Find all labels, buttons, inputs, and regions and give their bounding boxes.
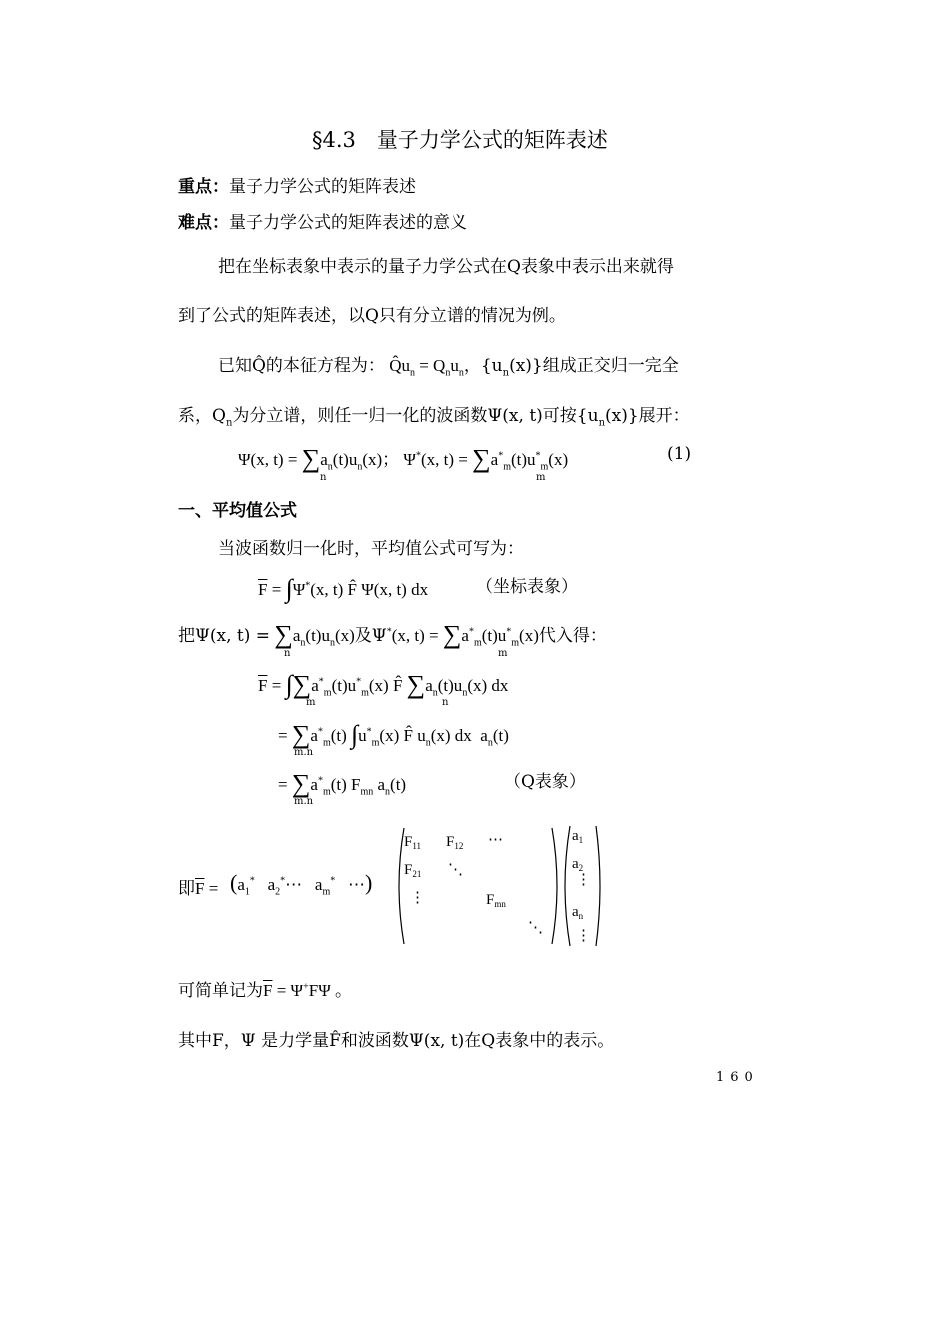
section-lead: 当波函数归一化时，平均值公式可写为： bbox=[218, 539, 524, 559]
sum-index-n-3: n bbox=[442, 697, 449, 708]
derivation-step-2: = $\sum a^*_m(t)$ $\int u^*_m(x)$ F̂ $u_n(x)$ dx $a_n(t)$ bbox=[278, 720, 509, 749]
matrix-line bbox=[178, 874, 218, 899]
short-notation bbox=[178, 976, 352, 1001]
where-line: 其中F，Ψ 是力学量F̂和波函数Ψ(x, t)在Q表象中的表示。 bbox=[178, 1031, 615, 1051]
matrix-fmn: $F_{mn}$ bbox=[486, 892, 506, 909]
eigen-line2-a: 系，Q bbox=[178, 406, 226, 426]
row-vector: ($a_1^*$ $a_2^*\cdots$ $a_m^*$ ⋯) bbox=[230, 870, 373, 898]
operator-matrix bbox=[392, 822, 604, 950]
difficulty-point bbox=[178, 208, 467, 233]
short-formula: $\overline{F} = \Psi^+F\Psi$ bbox=[263, 981, 335, 1000]
key-point-label: 重点： bbox=[178, 177, 229, 197]
substitute-line bbox=[178, 618, 607, 648]
substitute-a: 把Ψ(x, t) = bbox=[178, 626, 271, 646]
eigen-line-1: 已知Q̂的本征方程为： $Q̂u_n = Q_nu_n$，$\{u_n(x)\}$组成正交归一完全 bbox=[218, 356, 679, 379]
short-b: 。 bbox=[335, 981, 352, 1001]
derivation-step-3: = $\sum a^*_m(t)$ $F_{mn}$ $a_n(t)$ bbox=[278, 769, 407, 798]
matrix-ddots-1: ⋱ bbox=[448, 862, 463, 878]
sum-index-n-2: n bbox=[284, 648, 291, 659]
substitute-c: 代入得： bbox=[538, 626, 607, 646]
substitute-sum-1: $\sum a_n(t)u_n(x)$ bbox=[274, 620, 355, 649]
difficulty-label: 难点： bbox=[178, 213, 229, 233]
eigen-line1-b: ，{u bbox=[463, 356, 503, 376]
vector-a2: $a_2$ bbox=[572, 856, 584, 873]
sum-index-m-3: m bbox=[306, 697, 316, 708]
eigen-line2-c: (x)}展开： bbox=[605, 406, 690, 426]
sum-index-n: n bbox=[320, 472, 327, 483]
page-title: §4.3 量子力学公式的矩阵表述 bbox=[312, 128, 608, 152]
ie-label: 即 bbox=[178, 879, 195, 899]
eigen-line1-c: (x)}组成正交归一完全 bbox=[509, 356, 679, 376]
mean-value-formula: $\overline{F} = \int\Psi^*(x$, t) F̂ Ψ(x, t) dx bbox=[258, 574, 429, 603]
key-point-text: 量子力学公式的矩阵表述 bbox=[229, 177, 416, 197]
expansion-equation: Ψ(x, $t) = \sum a_n(t)u_n(x)$； Ψ*(x, $t) = \sum a^*_m(t)u^*_m(x)$ bbox=[238, 444, 569, 473]
intro-line-1: 把在坐标表象中表示的量子力学公式在Q表象中表示出来就得 bbox=[218, 257, 674, 277]
eigen-line1-a: 已知Q̂的本征方程为： bbox=[218, 356, 385, 376]
eigen-line2-b: 为分立谱，则任一归一化的波函数Ψ(x, t)可按{u bbox=[232, 406, 599, 426]
matrix-ddots-2: ⋱ bbox=[528, 920, 543, 936]
matrix-vdots: ⋮ bbox=[410, 890, 425, 906]
sum-index-mn-2: m.n bbox=[294, 796, 314, 807]
vector-an: $a_n$ bbox=[572, 904, 584, 921]
matrix-f12: $F_{12}$ bbox=[446, 834, 464, 851]
derivation-step-1: $\overline{F} = \int\sum a^*_m(t)u^*_m(x)$ F̂ $\sum a_n(t)u_n(x)$ dx bbox=[258, 670, 509, 699]
substitute-b: 及Ψ bbox=[354, 626, 387, 646]
matrix-lhs: $\overline{F}$ = bbox=[195, 879, 219, 898]
eigen-equation: $Q̂u_n = Q_nu_n$ bbox=[384, 356, 464, 379]
difficulty-text: 量子力学公式的矩阵表述的意义 bbox=[229, 213, 467, 233]
short-a: 可简单记为 bbox=[178, 981, 263, 1001]
q-note: （Q表象） bbox=[504, 772, 586, 792]
matrix-hdots: ⋯ bbox=[488, 832, 503, 848]
sum-index-m: m bbox=[536, 472, 546, 483]
coord-note: （坐标表象） bbox=[476, 577, 578, 597]
substitute-sum-2: *(x, $t) = \sum a^*_m(t)u^*_m(x)$ bbox=[386, 620, 539, 649]
key-point bbox=[178, 172, 416, 197]
vector-vdots-2: ⋮ bbox=[576, 928, 591, 944]
equation-number: (1) bbox=[667, 444, 692, 464]
eigen-line-2: 系，$Q_n$为分立谱，则任一归一化的波函数Ψ(x, t)可按$\{u_n(x)\}$展开： bbox=[178, 406, 690, 429]
section-title: 一、平均值公式 bbox=[178, 501, 297, 521]
page-number: 160 bbox=[716, 1070, 759, 1085]
sum-index-m-2: m bbox=[498, 648, 508, 659]
vector-a1: $a_1$ bbox=[572, 828, 584, 845]
intro-line-2: 到了公式的矩阵表述，以Q只有分立谱的情况为例。 bbox=[178, 306, 566, 326]
vector-vdots-1: ⋮ bbox=[576, 872, 591, 888]
matrix-f11: $F_{11}$ bbox=[404, 834, 422, 851]
sum-index-mn-1: m.n bbox=[294, 747, 314, 758]
matrix-f21: $F_{21}$ bbox=[404, 862, 422, 879]
